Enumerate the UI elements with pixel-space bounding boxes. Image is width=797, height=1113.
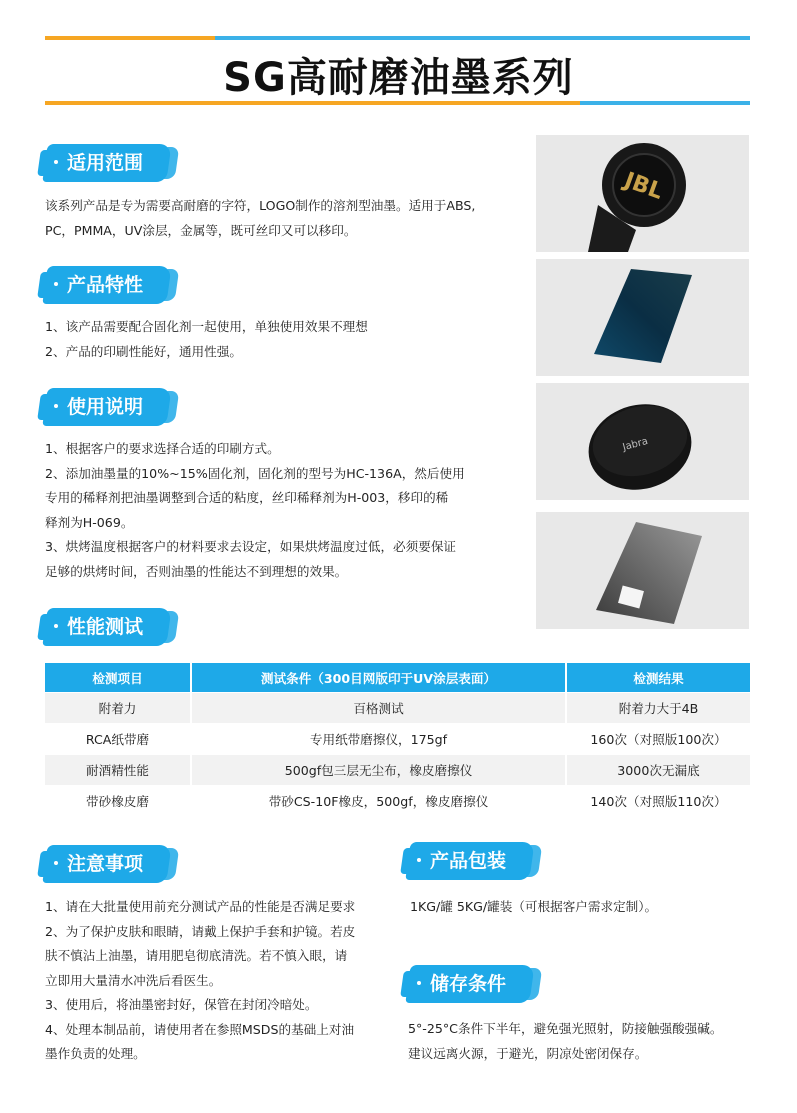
storage-text (408, 1017, 722, 1066)
table-row (45, 723, 750, 754)
table-cell: 带砂CS-10F橡皮，500gf，橡皮磨擦仪 (191, 785, 566, 816)
table-cell: 附着力 (45, 692, 191, 723)
table-cell: 耐酒精性能 (45, 754, 191, 785)
packaging-text (410, 895, 657, 920)
notes-text (45, 895, 355, 1067)
table-cell: 专用纸带磨擦仪，175gf (191, 723, 566, 754)
text-line: 该系列产品是专为需要高耐磨的字符，LOGO制作的溶剂型油墨。适用于ABS, (45, 198, 476, 213)
table-row (45, 754, 750, 785)
text-line: 2、为了保护皮肤和眼睛，请戴上保护手套和护镜。若皮 (45, 923, 356, 939)
text-line: 专用的稀释剂把油墨调整到合适的粘度，丝印稀释剂为H-003，移印的稀 (45, 490, 449, 505)
table-header: 检测项目 (45, 663, 191, 692)
text-line: 1、请在大批量使用前充分测试产品的性能是否满足要求 (45, 899, 356, 914)
text-line: 2、产品的印刷性能好，通用性强。 (45, 343, 242, 359)
application-text (45, 194, 475, 243)
photo-phone-back-grey (536, 512, 749, 629)
text-line: 2、添加油墨量的10%~15%固化剂，固化剂的型号为HC-136A，然后使用 (45, 465, 465, 481)
text-line: 1、该产品需要配合固化剂一起使用，单独使用效果不理想 (45, 319, 368, 334)
section-heading-notes: 注意事项 (45, 841, 175, 885)
section-heading-storage: 储存条件 (408, 961, 538, 1005)
table-header: 测试条件（300目网版印于UV涂层表面） (191, 663, 566, 692)
table-row (45, 692, 750, 723)
text-line: 3、烘烤温度根据客户的材料要求去设定，如果烘烤温度过低，必须要保证 (45, 539, 457, 554)
usage-text (45, 437, 465, 584)
table-cell: 百格测试 (191, 692, 566, 723)
table-cell: 160次（对照版100次） (566, 723, 750, 754)
table-cell: 带砂橡皮磨 (45, 785, 191, 816)
photo-jabra-case (536, 383, 749, 500)
photo-phone-back-blue (536, 259, 749, 376)
table-cell: 500gf包三层无尘布，橡皮磨擦仪 (191, 754, 566, 785)
title-rule-bottom-accent (580, 101, 750, 105)
title-rule-top-accent (45, 36, 215, 40)
table-header: 检测结果 (566, 663, 750, 692)
table-cell: 140次（对照版110次） (566, 785, 750, 816)
text-line: 建议远离火源，于避光，阴凉处密闭保存。 (408, 1045, 648, 1061)
table-cell: 3000次无漏底 (566, 754, 750, 785)
text-line: 足够的烘烤时间，否则油墨的性能达不到理想的效果。 (45, 563, 348, 579)
section-heading-packaging: 产品包装 (408, 838, 538, 882)
table-row (45, 785, 750, 816)
text-line: 1、根据客户的要求选择合适的印刷方式。 (45, 441, 280, 456)
page-title: SG高耐磨油墨系列 (223, 55, 574, 101)
table-header-row (45, 663, 750, 692)
text-line: 墨作负责的处理。 (45, 1046, 146, 1061)
text-line: PC，PMMA，UV涂层，金属等，既可丝印又可以移印。 (45, 222, 357, 238)
text-line: 5°-25°C条件下半年，避免强光照射，防接触强酸强碱。 (408, 1021, 723, 1036)
text-line: 立即用大量清水冲洗后看医生。 (45, 972, 222, 988)
jabra-logo-text: Jabra (621, 435, 650, 454)
table-cell: 附着力大于4B (566, 692, 750, 723)
text-line: 3、使用后，将油墨密封好，保管在封闭冷暗处。 (45, 997, 318, 1012)
section-heading-usage: 使用说明 (45, 384, 175, 428)
text-line: 肤不慎沾上油墨，请用肥皂彻底清洗。若不慎入眼，请 (45, 948, 348, 963)
jbl-logo-text: JBL (620, 167, 667, 205)
table-cell: RCA纸带磨 (45, 723, 191, 754)
section-heading-performance: 性能测试 (45, 604, 175, 648)
section-heading-application: 适用范围 (45, 140, 175, 184)
photo-jbl-logo-part (536, 135, 749, 252)
text-line: 释剂为H-069。 (45, 514, 134, 530)
performance-table (45, 663, 750, 816)
text-line: 4、处理本制品前，请使用者在参照MSDS的基础上对油 (45, 1021, 355, 1037)
section-heading-features: 产品特性 (45, 262, 175, 306)
features-text (45, 315, 368, 364)
text-line: 1KG/罐 5KG/罐装（可根据客户需求定制）。 (410, 899, 658, 914)
